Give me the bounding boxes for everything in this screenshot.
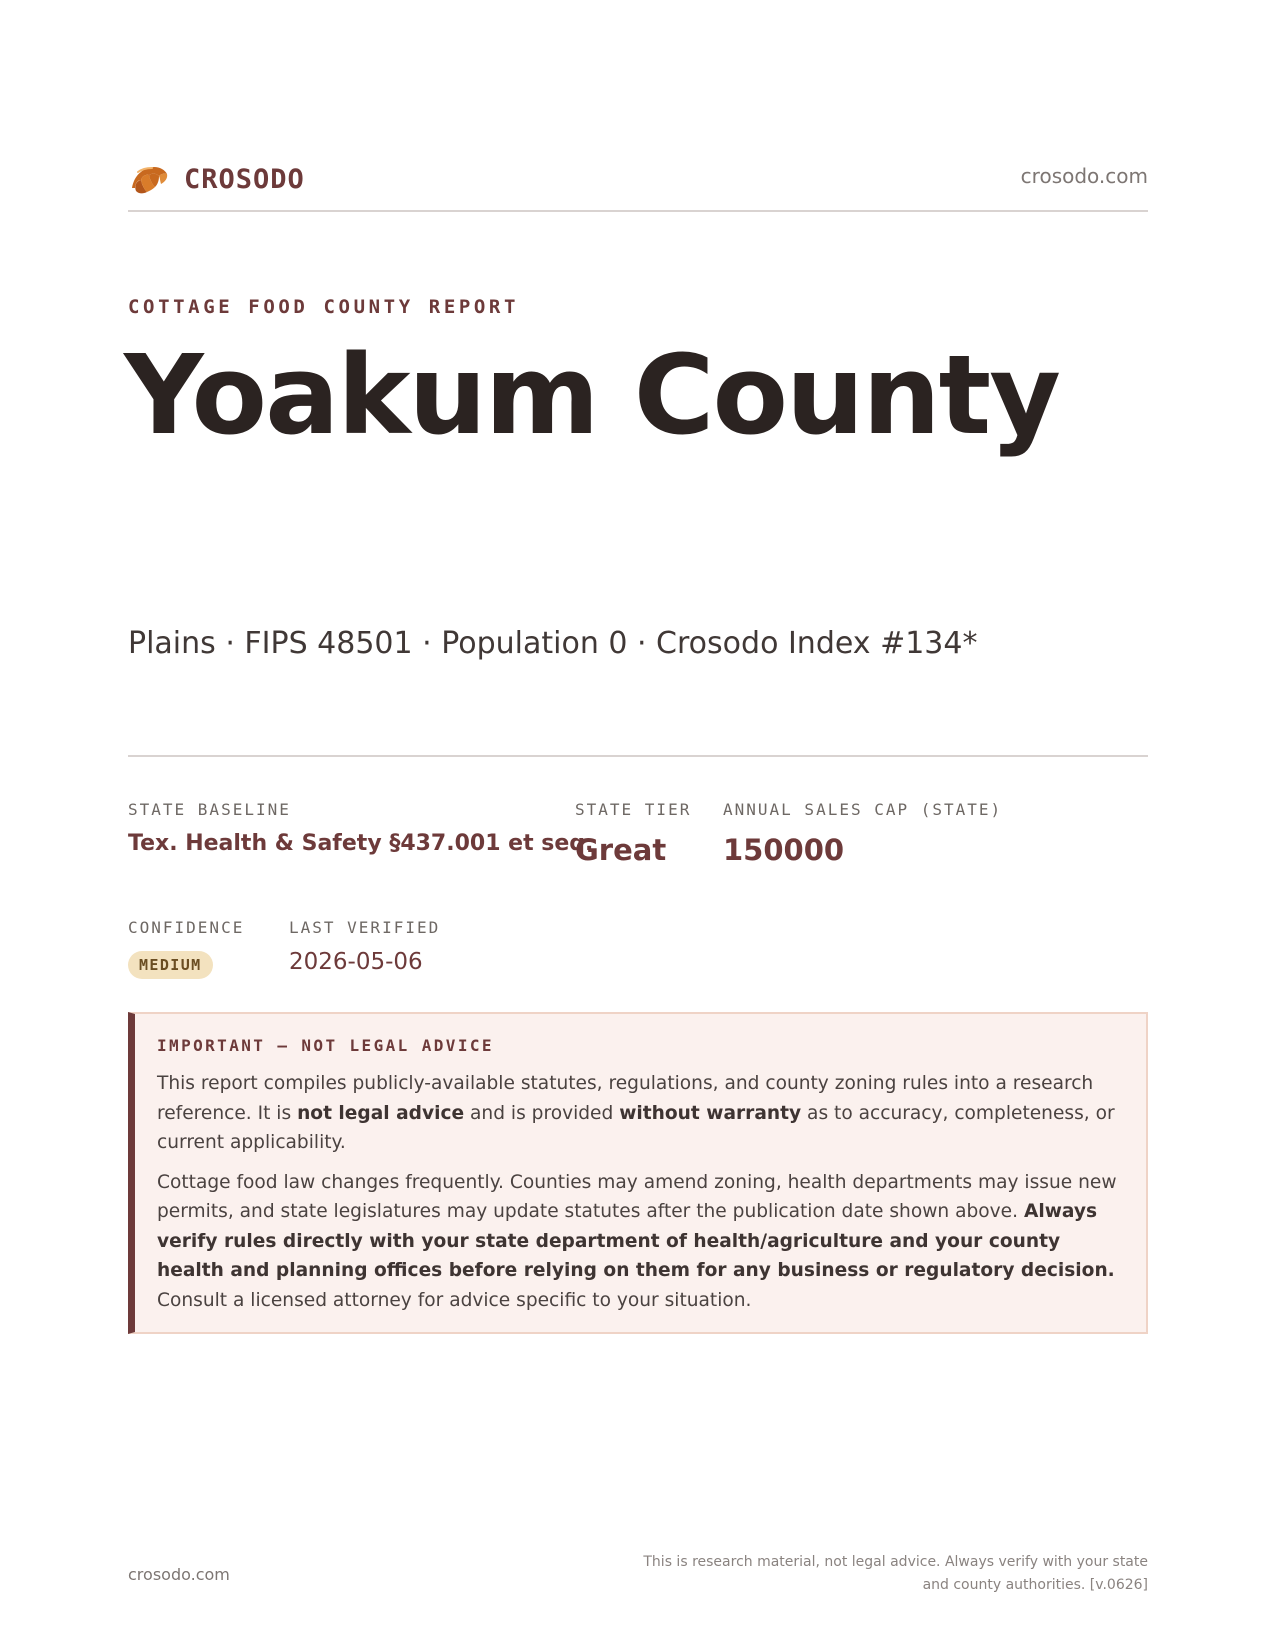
field-sales-cap <box>723 800 1002 867</box>
field-label: ANNUAL SALES CAP (STATE) <box>723 800 1003 819</box>
page-title: Yoakum County <box>124 331 1059 459</box>
legal-notice <box>128 1012 1148 1334</box>
county-meta-line: Plains · FIPS 48501 · Population 0 · Crosodo Index #134* <box>128 626 978 661</box>
field-value: Great <box>575 833 667 867</box>
site-url[interactable]: crosodo.com <box>1020 164 1148 188</box>
confidence-badge: MEDIUM <box>128 951 213 979</box>
footer-disclaimer-line: This is research material, not legal advice. Always verify with your state <box>643 1554 1148 1570</box>
field-label: LAST VERIFIED <box>289 918 441 937</box>
notice-heading: IMPORTANT — NOT LEGAL ADVICE <box>157 1036 494 1055</box>
field-confidence <box>128 918 244 979</box>
field-state-tier <box>575 800 691 867</box>
field-state-baseline <box>128 800 593 856</box>
page-header <box>128 158 1148 212</box>
field-last-verified <box>289 918 440 975</box>
section-divider <box>128 755 1148 757</box>
report-eyebrow: COTTAGE FOOD COUNTY REPORT <box>128 296 520 318</box>
field-value: 150000 <box>723 833 845 867</box>
notice-paragraph-1: This report compiles publicly-available statutes, regulations, and county zoning rules into a research reference. It is not legal advice and is provided without warranty as to accuracy, completeness, or current applicability. <box>157 1073 1115 1153</box>
field-label: STATE BASELINE <box>128 800 291 819</box>
footer-site-url[interactable]: crosodo.com <box>128 1565 230 1584</box>
field-label: STATE TIER <box>575 800 692 819</box>
notice-paragraph-2: Cottage food law changes frequently. Counties may amend zoning, health departments may issue new permits, and state legislatures may update statutes after the publication date shown above. Always verify rules directly with your state department of health/agriculture and your county health and planning offices before relying on them for any business or regulatory decision. Consult a licensed attorney for advice specific to your situation. <box>157 1171 1117 1311</box>
footer-disclaimer <box>628 1551 1148 1597</box>
field-label: CONFIDENCE <box>128 918 245 937</box>
brand-name: CROSODO <box>184 163 305 195</box>
field-value: Tex. Health & Safety §437.001 et seq. <box>128 831 594 856</box>
report-page <box>124 0 1148 1650</box>
croissant-icon <box>128 158 170 200</box>
field-value: 2026-05-06 <box>289 949 423 975</box>
footer-disclaimer-line: and county authorities. [v.0626] <box>922 1577 1148 1593</box>
brand <box>128 158 305 200</box>
